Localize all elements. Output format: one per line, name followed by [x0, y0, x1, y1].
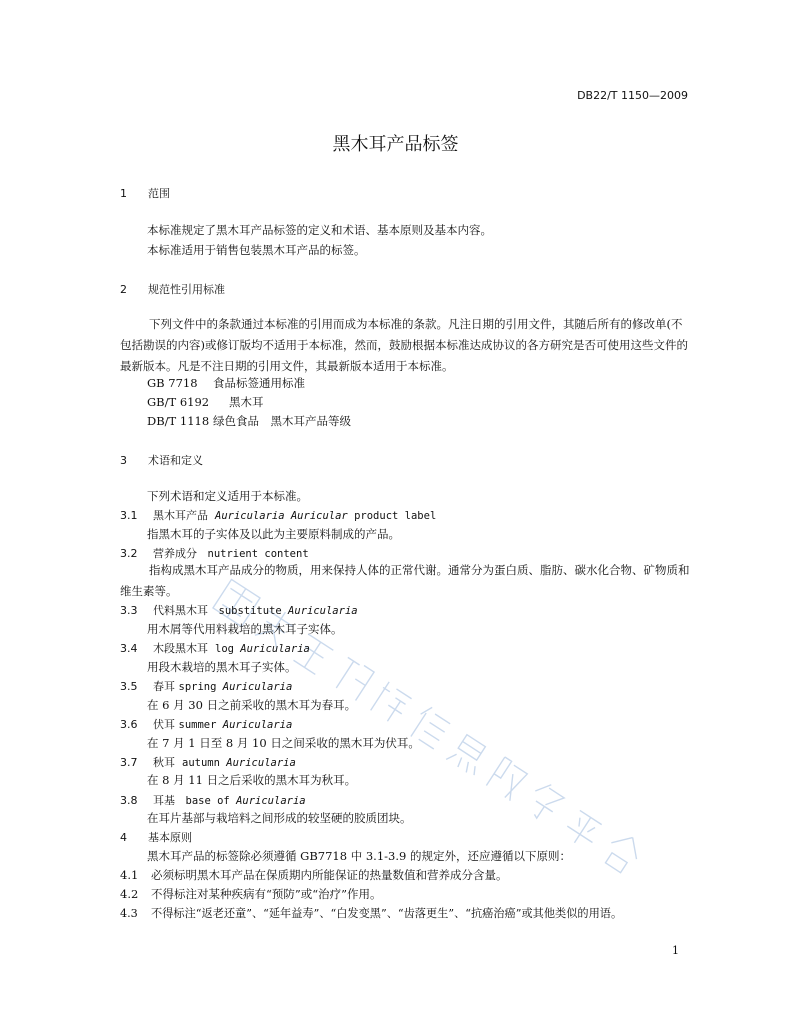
term-en-italic: Auricularia	[288, 605, 358, 617]
term-definition: 用木屑等代用料栽培的黑木耳子实体。	[147, 622, 343, 636]
section-3-intro: 下列术语和定义适用于本标准。	[147, 489, 308, 503]
term-en-italic: Auricularia Auricular	[215, 510, 348, 522]
section-number: 3	[120, 454, 127, 467]
principle-item	[120, 867, 508, 883]
section-2-paragraph: 下列文件中的条款通过本标准的引用而成为本标准的条款。凡注日期的引用文件，其随后所有的修改单(不包括勘误的内容)或修订版均不适用于本标准，然而，鼓励根据本标准达成协议的各方研究是否可使用这些文件的最新版本。凡是不注日期的引用文件，其最新版本适用于本标准。	[120, 317, 688, 373]
principle-item	[120, 905, 622, 921]
term-en: base of	[185, 795, 237, 807]
term-en-tail: product label	[347, 510, 437, 522]
term-en-italic: Auricularia	[236, 795, 306, 807]
section-title: 术语和定义	[148, 454, 203, 467]
section-number: 1	[120, 187, 127, 200]
term-heading	[120, 678, 292, 694]
section-1-paragraph-2: 本标准适用于销售包装黑木耳产品的标签。	[147, 243, 366, 257]
term-definition: 在 7 月 1 日至 8 月 10 日之间采收的黑木耳为伏耳。	[147, 736, 420, 750]
term-en-italic: Auricularia	[222, 719, 293, 731]
reference-item	[147, 394, 264, 410]
term-en-italic: Auricularia	[240, 643, 310, 655]
term-cn: 春耳	[153, 680, 175, 693]
term-definition: 在耳片基部与栽培料之间形成的较坚硬的胶质团块。	[147, 811, 412, 825]
term-number: 3.2	[120, 547, 138, 560]
term-number: 3.1	[120, 509, 138, 522]
term-en-italic: Auricularia	[222, 681, 293, 693]
section-3-heading	[120, 452, 203, 468]
term-heading	[120, 507, 436, 523]
reference-code: DB/T 1118	[147, 414, 210, 428]
reference-code: GB/T 6192	[147, 395, 210, 409]
term-cn: 耳基	[153, 794, 175, 807]
term-definition: 在 8 月 11 日之后采收的黑木耳为秋耳。	[147, 773, 357, 787]
term-number: 3.4	[120, 642, 138, 655]
term-cn: 营养成分	[153, 547, 197, 560]
term-cn: 代料黑木耳	[153, 604, 208, 617]
term-cn: 伏耳	[153, 718, 175, 731]
term-number: 3.5	[120, 680, 138, 693]
page-number: 1	[672, 944, 679, 957]
term-number: 3.7	[120, 756, 138, 769]
reference-item	[147, 375, 305, 391]
section-4-heading	[120, 829, 192, 845]
term-en: spring	[178, 681, 223, 693]
section-title: 规范性引用标准	[148, 283, 225, 296]
term-en: summer	[178, 719, 223, 731]
term-heading	[120, 640, 310, 656]
term-en: autumn	[182, 757, 227, 769]
term-en: substitute	[218, 605, 289, 617]
term-definition: 用段木栽培的黑木耳子实体。	[147, 660, 297, 674]
term-en: nutrient content	[207, 548, 309, 560]
term-cn: 秋耳	[153, 756, 175, 769]
principle-number: 4.3	[120, 907, 138, 920]
section-2-heading	[120, 281, 225, 297]
section-1-paragraph-1: 本标准规定了黑木耳产品标签的定义和术语、基本原则及基本内容。	[147, 223, 492, 237]
term-en-italic: Auricularia	[226, 757, 296, 769]
principle-text: 不得标注“返老还童”、“延年益寿”、“白发变黑”、“齿落更生”、“抗癌治癌”或其他类似的用语。	[151, 907, 623, 920]
term-heading	[120, 792, 306, 808]
term-heading	[120, 716, 292, 732]
term-number: 3.8	[120, 794, 138, 807]
term-definition: 指构成黑木耳产品成分的物质，用来保持人体的正常代谢。通常分为蛋白质、脂肪、碳水化合物、矿物质和维生素等。	[120, 563, 690, 598]
term-number: 3.3	[120, 604, 138, 617]
section-number: 2	[120, 283, 127, 296]
principle-text: 必须标明黑木耳产品在保质期内所能保证的热量数值和营养成分含量。	[151, 868, 508, 882]
term-definition: 在 6 月 30 日之前采收的黑木耳为春耳。	[147, 698, 357, 712]
principle-number: 4.1	[120, 868, 139, 882]
term-cn: 木段黑木耳	[153, 642, 208, 655]
section-1-heading	[120, 185, 170, 201]
term-heading	[120, 754, 296, 770]
document-code: DB22/T 1150—2009	[577, 89, 688, 102]
reference-title: 黑木耳	[229, 395, 264, 409]
term-cn: 黑木耳产品	[153, 509, 208, 522]
term-number: 3.6	[120, 718, 138, 731]
section-number: 4	[120, 831, 127, 844]
term-en: log	[215, 643, 241, 655]
principle-number: 4.2	[120, 887, 139, 901]
reference-item	[147, 413, 351, 429]
term-heading	[120, 602, 358, 618]
section-title: 范围	[148, 187, 170, 200]
reference-code: GB 7718	[147, 376, 198, 390]
principle-item	[120, 886, 382, 902]
page-title: 黑木耳产品标签	[332, 134, 459, 155]
section-title: 基本原则	[148, 831, 192, 844]
reference-title: 绿色食品 黑木耳产品等级	[213, 414, 351, 428]
reference-title: 食品标签通用标准	[213, 376, 305, 390]
term-heading	[120, 545, 309, 561]
principle-text: 不得标注对某种疾病有“预防”或“治疗”作用。	[151, 887, 382, 901]
section-4-intro: 黑木耳产品的标签除必须遵循 GB7718 中 3.1-3.9 的规定外，还应遵循以下原则：	[147, 849, 571, 863]
term-definition: 指黑木耳的子实体及以此为主要原料制成的产品。	[147, 527, 400, 541]
